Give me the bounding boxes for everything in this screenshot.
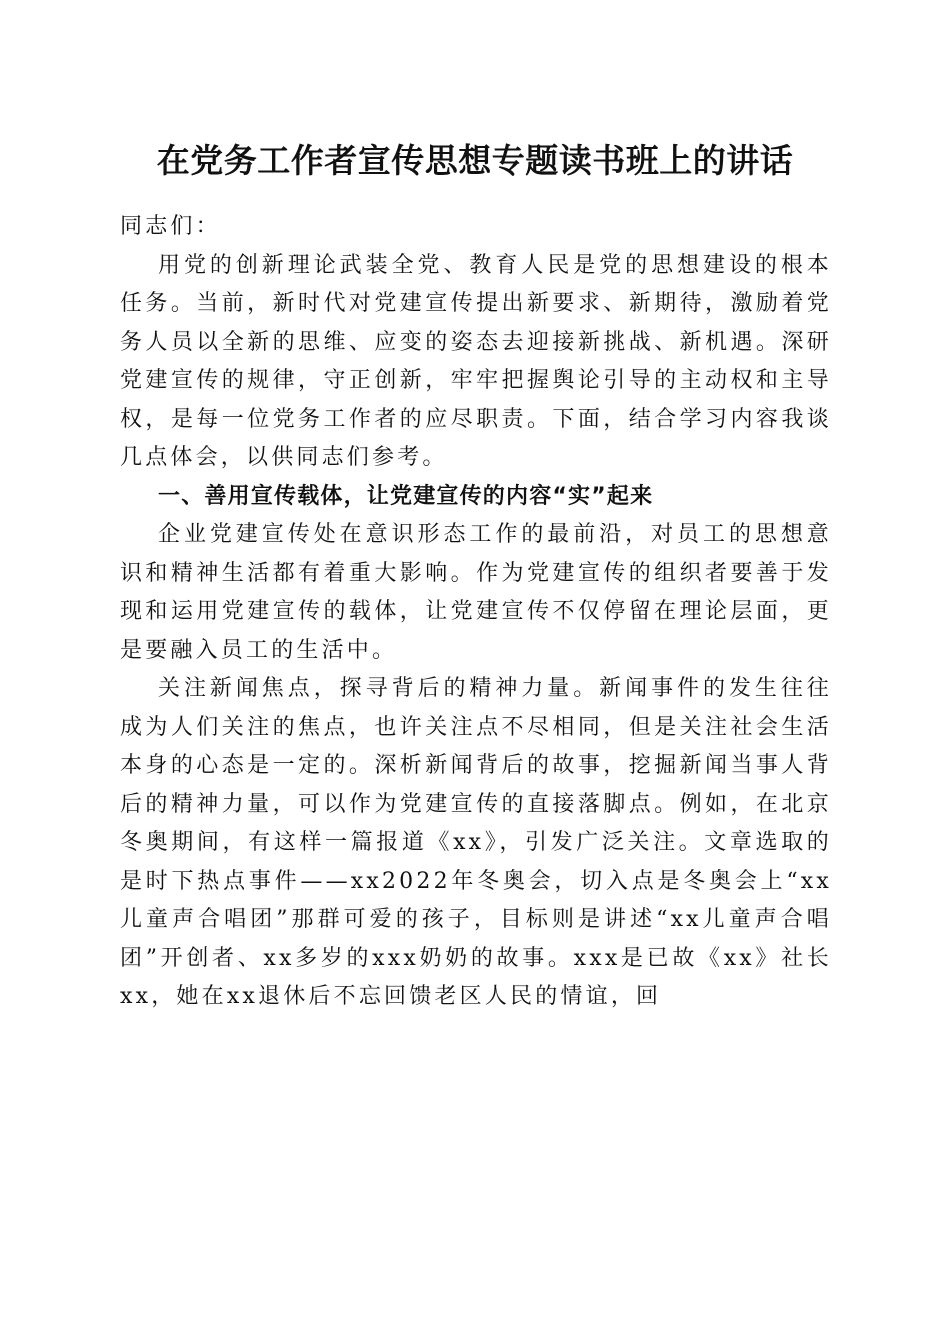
document-body bbox=[120, 208, 832, 1017]
salutation: 同志们： bbox=[120, 214, 221, 239]
intro-paragraph: 用党的创新理论武装全党、教育人民是党的思想建设的根本任务。当前，新时代对党建宣传提出新要求、新期待，激励着党务人员以全新的思维、应变的姿态去迎接新挑战、新机遇。深研党建宣传的规律，守正创新，牢牢把握舆论引导的主动权和主导权，是每一位党务工作者的应尽职责。下面，结合学习内容我谈几点体会，以供同志们参考。 bbox=[120, 252, 832, 470]
section-paragraph-1: 企业党建宣传处在意识形态工作的最前沿，对员工的思想意识和精神生活都有着重大影响。作为党建宣传的组织者要善于发现和运用党建宣传的载体，让党建宣传不仅停留在理论层面，更是要融入员工的生活中。 bbox=[120, 522, 832, 663]
document-title: 在党务工作者宣传思想专题读书班上的讲话 bbox=[156, 141, 794, 180]
section-heading: 一、善用宣传载体，让党建宣传的内容“实”起来 bbox=[158, 483, 654, 509]
section-paragraph-2: 关注新闻焦点，探寻背后的精神力量。新闻事件的发生往往成为人们关注的焦点，也许关注点不尽相同，但是关注社会生活本身的心态是一定的。深析新闻背后的故事，挖掘新闻当事人背后的精神力量，可以作为党建宣传的直接落脚点。例如，在北京冬奥期间，有这样一篇报道《xx》，引发广泛关注。文章选取的是时下热点事件——xx2022年冬奥会，切入点是冬奥会上“xx儿童声合唱团”那群可爱的孩子，目标则是讲述“xx儿童声合唱团”开创者、xx多岁的xxx奶奶的故事。xxx是已故《xx》社长xx，她在xx退休后不忘回馈老区人民的情谊，回 bbox=[120, 676, 832, 1009]
